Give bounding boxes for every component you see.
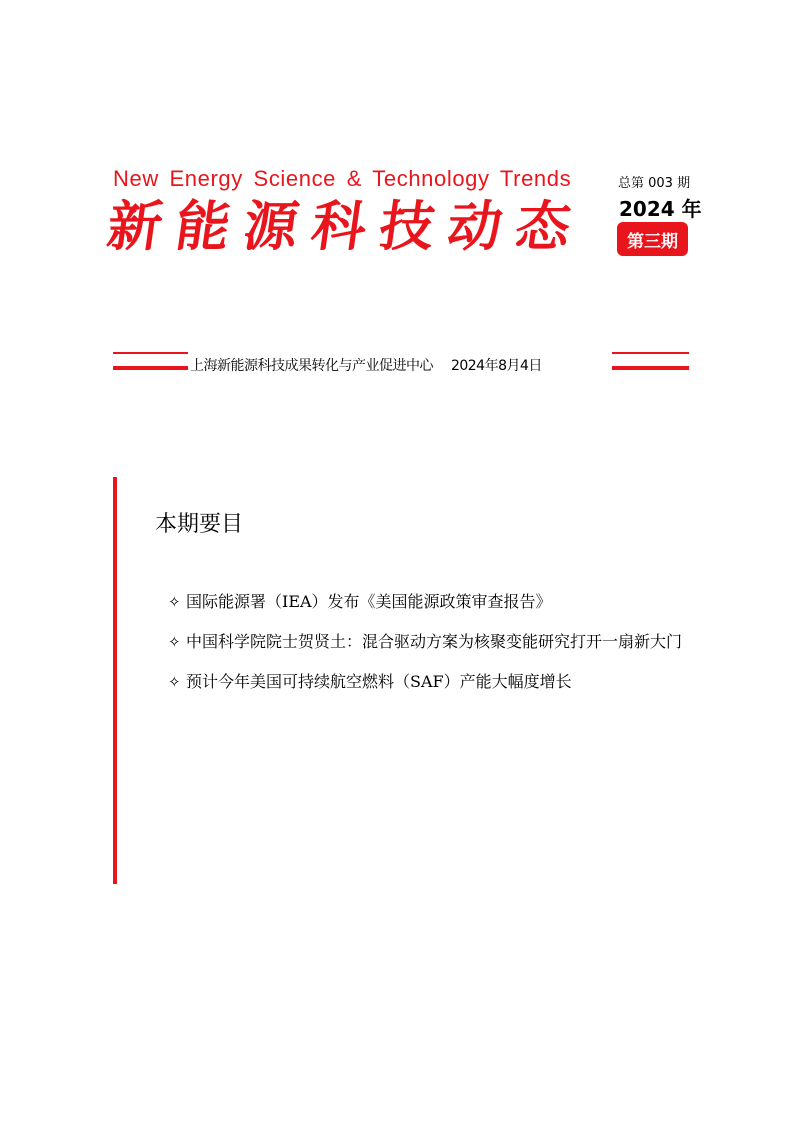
diamond-bullet-icon: ✧ — [168, 633, 181, 651]
contents-side-bar — [113, 477, 117, 884]
contents-list — [168, 590, 688, 710]
chinese-title: 新能源科技动态 — [103, 194, 589, 258]
right-divider-thin — [612, 352, 689, 354]
contents-item — [168, 670, 688, 694]
right-divider-thick — [612, 366, 689, 370]
issue-badge: 第三期 — [617, 222, 688, 256]
total-issue-number: 总第 003 期 — [618, 176, 691, 191]
left-divider-thick — [113, 366, 188, 370]
contents-item-text: 预计今年美国可持续航空燃料（SAF）产能大幅度增长 — [186, 672, 572, 691]
diamond-bullet-icon: ✧ — [168, 593, 181, 611]
organization-name: 上海新能源科技成果转化与产业促进中心 — [190, 358, 433, 374]
contents-item — [168, 630, 688, 654]
issue-year: 2024 年 — [619, 197, 702, 221]
contents-heading: 本期要目 — [155, 512, 244, 537]
contents-item-text: 中国科学院院士贺贤土：混合驱动方案为核聚变能研究打开一扇新大门 — [186, 632, 683, 651]
diamond-bullet-icon: ✧ — [168, 673, 181, 691]
contents-item-text: 国际能源署（IEA）发布《美国能源政策审查报告》 — [186, 592, 552, 611]
english-title: New Energy Science & Technology Trends — [113, 166, 572, 191]
left-divider-thin — [113, 352, 188, 354]
contents-item — [168, 590, 688, 614]
byline — [190, 355, 610, 375]
publication-date: 2024年8月4日 — [450, 358, 542, 374]
